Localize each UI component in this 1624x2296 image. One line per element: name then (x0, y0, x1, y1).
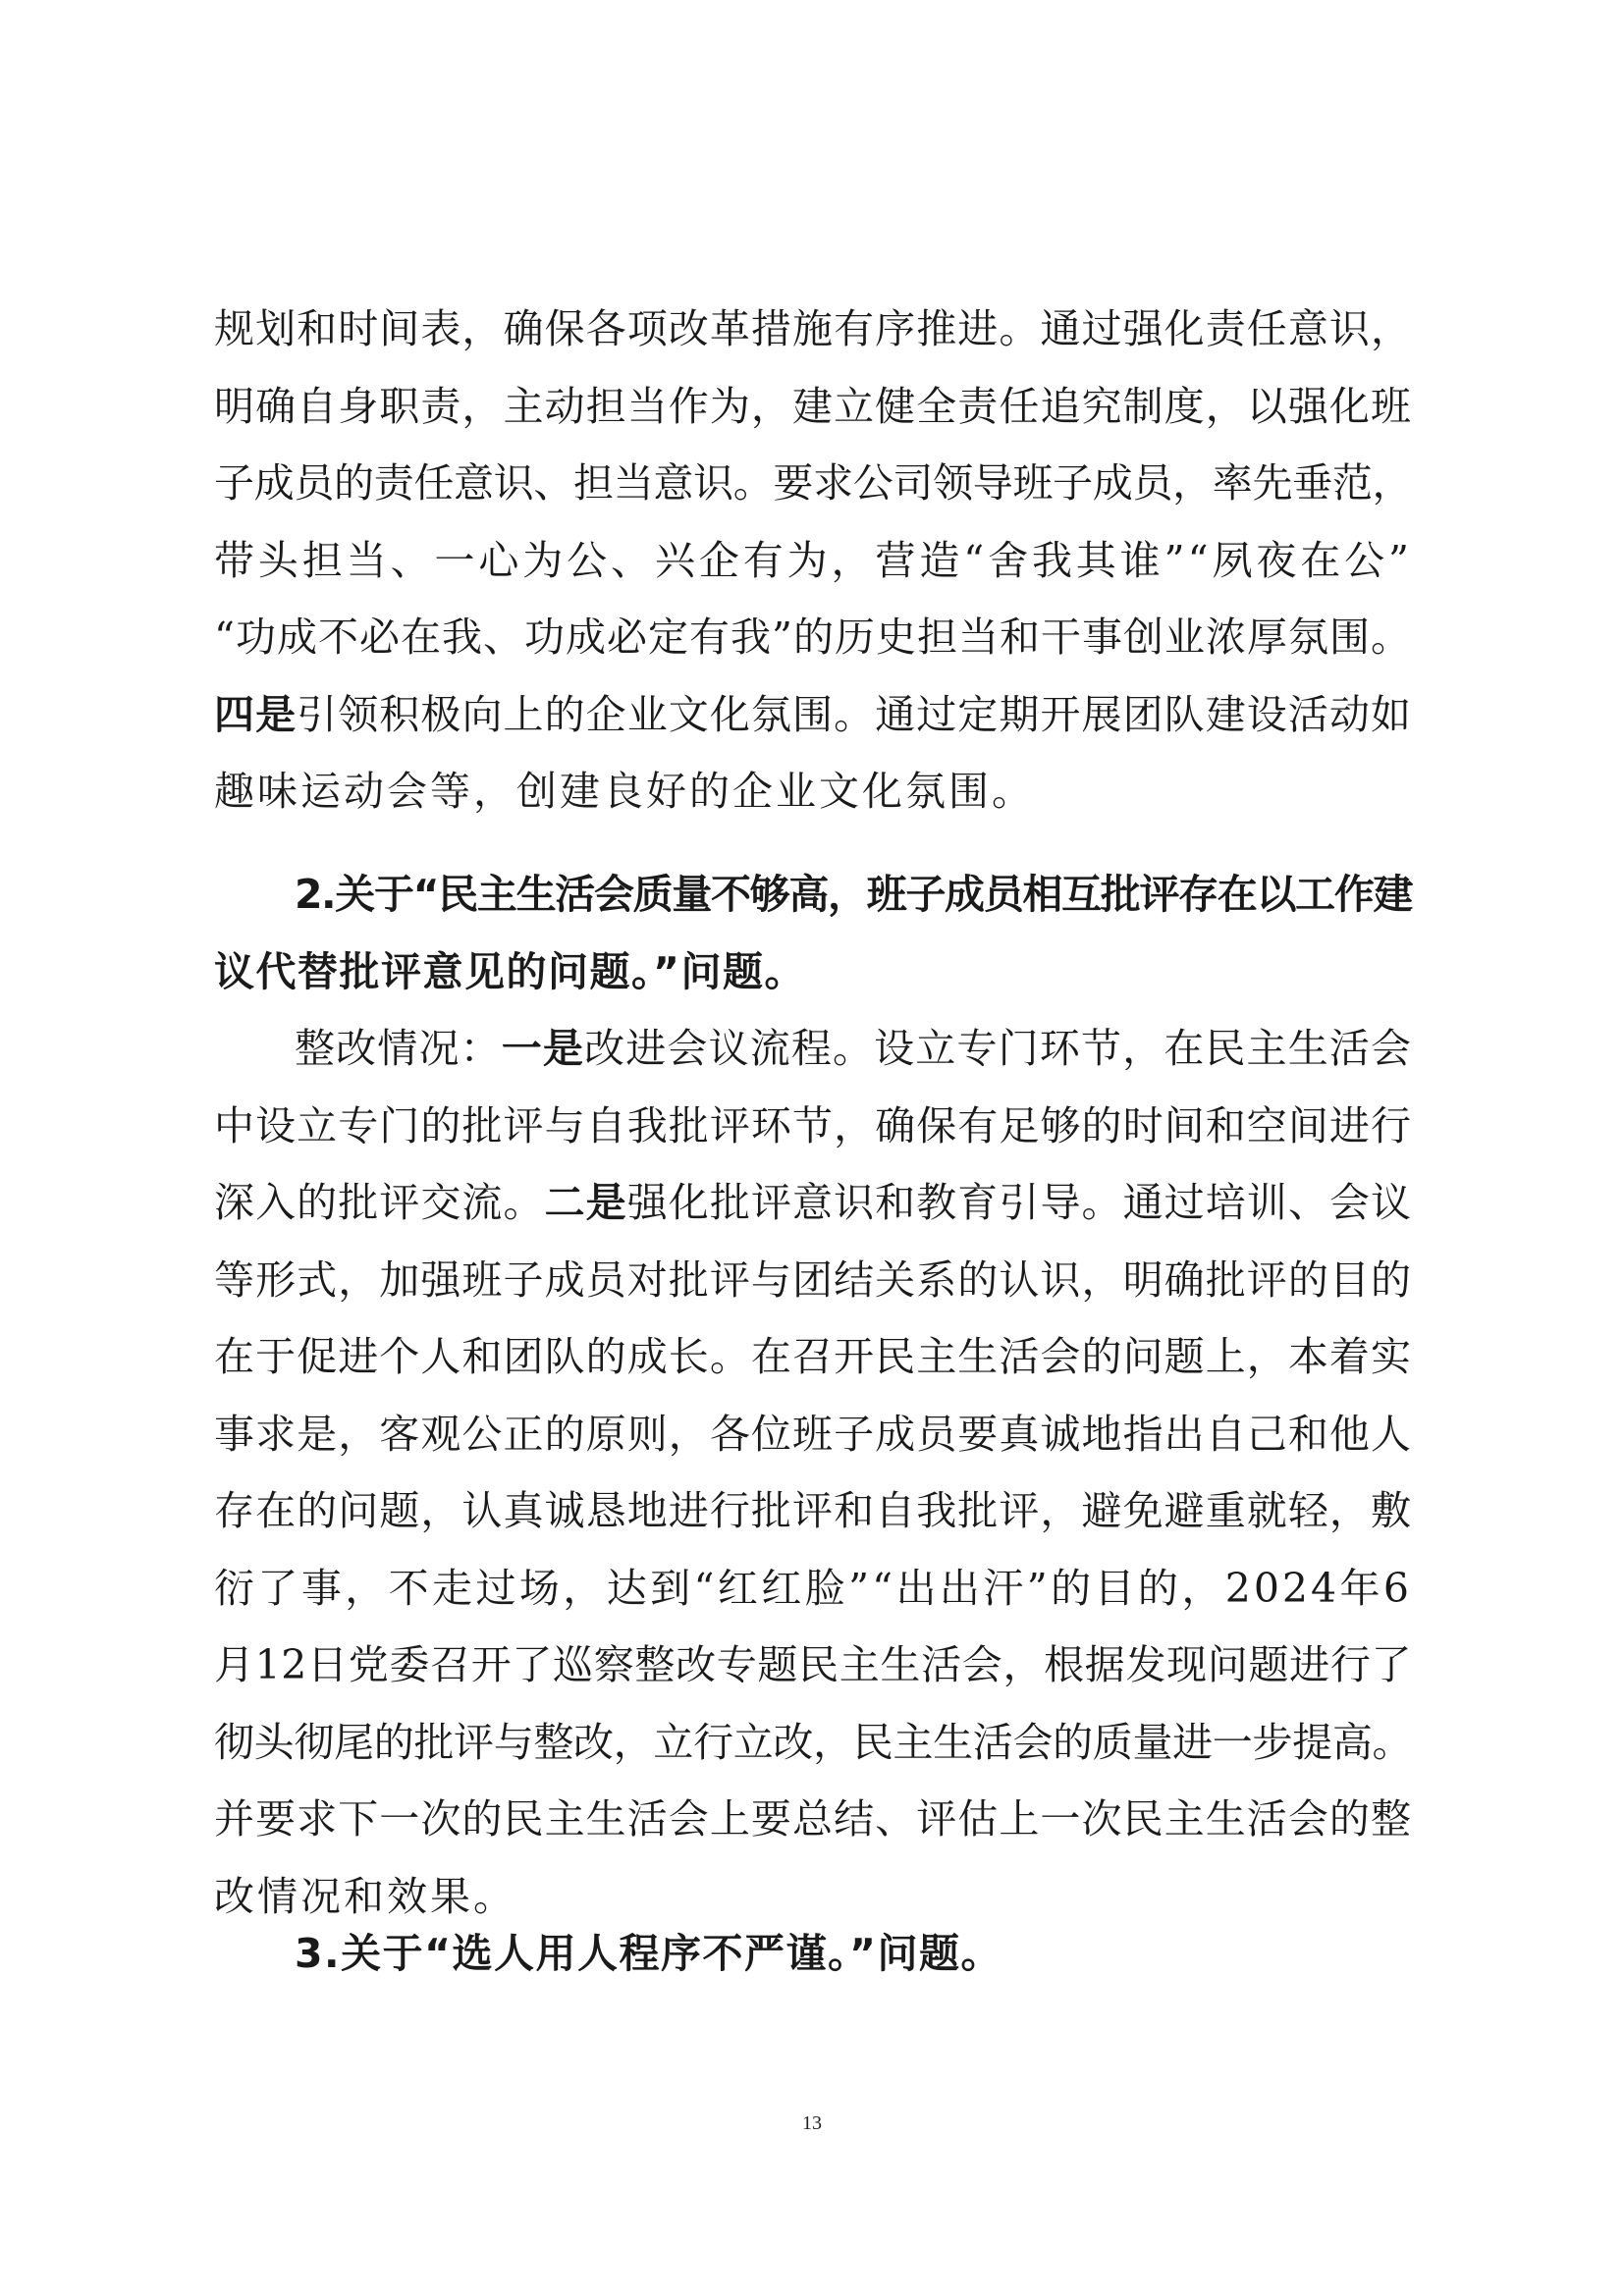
rectification-label: 整改情况： (295, 1025, 502, 1072)
text-line (214, 1164, 1412, 1242)
text-line: 等形式，加强班子成员对批评与团结关系的认识，明确批评的目的 (214, 1255, 1412, 1304)
text-fragment: 改进会议流程。设立专门环节，在民主生活会 (584, 1025, 1413, 1072)
text-line: 事求是，客观公正的原则，各位班子成员要真诚地指出自己和他人 (214, 1410, 1412, 1458)
section-heading: 3.关于“选人用人程序不严谨。”问题。 (295, 1930, 1002, 1977)
text-line: 彻头彻尾的批评与整改，立行立改，民主生活会的质量进一步提高。 (214, 1718, 1412, 1766)
section-personnel-selection (214, 1915, 1412, 1993)
text-line: 在于促进个人和团队的成长。在召开民主生活会的问题上，本着实 (214, 1333, 1412, 1380)
text-line: 存在的问题，认真诚恳地进行批评和自我批评，避免避重就轻，敷 (214, 1487, 1412, 1534)
text-line: 衍了事，不走过场，达到“红红脸”“出出汗”的目的，2024年6 (214, 1564, 1412, 1612)
section-heading: 2.关于“民主生活会质量不够高，班子成员相互批评存在以工作建 (295, 871, 1412, 918)
text-line: 明确自身职责，主动担当作为，建立健全责任追究制度，以强化班 (214, 382, 1412, 430)
text-fragment: 深入的批评交流。 (214, 1179, 545, 1226)
paragraph-responsibility (214, 291, 1412, 830)
text-line: 并要求下一次的民主生活会上要总结、评估上一次民主生活会的整 (214, 1795, 1412, 1842)
text-line: 子成员的责任意识、担当意识。要求公司领导班子成员，率先垂范， (214, 459, 1412, 507)
page-number: 13 (802, 2112, 822, 2134)
keyword-fourth: 四是 (214, 690, 298, 738)
text-line: “功成不必在我、功成必定有我”的历史担当和干事创业浓厚氛围。 (214, 614, 1412, 661)
text-fragment: 强化批评意识和教育引导。通过培训、会议 (626, 1179, 1413, 1226)
text-fragment: 引领积极向上的企业文化氛围。通过定期开展团队建设活动如 (297, 690, 1413, 738)
text-line: 带头担当、一心为公、兴企有为，营造“舍我其谁”“夙夜在公” (214, 536, 1412, 584)
section-heading-continued: 议代替批评意见的问题。”问题。 (214, 947, 806, 995)
text-line (214, 1010, 1412, 1088)
text-line: 月12日党委召开了巡察整改专题民主生活会，根据发现问题进行了 (214, 1641, 1412, 1688)
section-democratic-life-meeting (214, 856, 1412, 1935)
keyword-second: 二是 (544, 1179, 627, 1226)
text-line: 规划和时间表，确保各项改革措施有序推进。通过强化责任意识， (214, 305, 1412, 352)
text-line: 趣味运动会等，创建良好的企业文化氛围。 (214, 768, 1035, 815)
text-line: 改情况和效果。 (214, 1872, 516, 1920)
text-line: 中设立专门的批评与自我批评环节，确保有足够的时间和空间进行 (214, 1101, 1412, 1149)
keyword-first: 一是 (501, 1025, 585, 1072)
text-line (214, 676, 1412, 754)
